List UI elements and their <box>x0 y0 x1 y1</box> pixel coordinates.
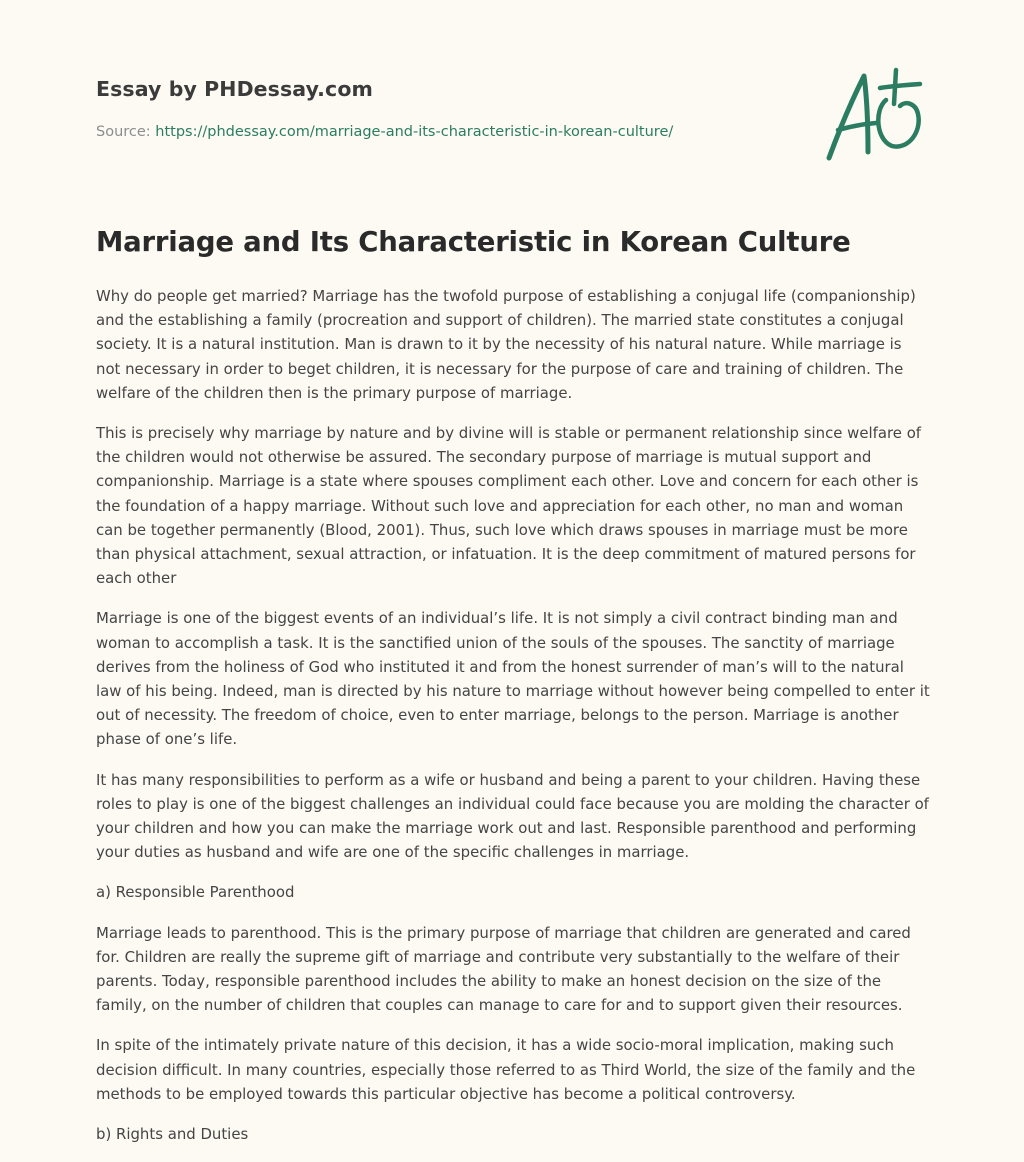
source-label: Source: <box>96 124 156 140</box>
paragraph: Marriage is one of the biggest events of an individual’s life. It is not simply a civil contract binding man and woman to accomplish a task. It is the sanctified union of the souls of the spouses. The sanctity of marriage derives from the holiness of God who instituted it and from the honest surrender of man’s will to the natural law of his being. Indeed, man is directed by his nature to marriage without however being compelled to enter it out of necessity. The freedom of choice, even to enter marriage, belongs to the person. Marriage is another phase of one’s life. <box>96 609 930 749</box>
source-link[interactable]: https://phdessay.com/marriage-and-its-characteristic-in-korean-culture/ <box>155 124 674 140</box>
paragraph: It has many responsibilities to perform as a wife or husband and being a parent to your children. Having these roles to play is one of the biggest challenges an individual could face because you are molding the character of your children and how you can make the marriage work out and last. Responsible parenthood and performing your duties as husband and wife are one of the specific challenges in marriage. <box>96 770 929 862</box>
a-plus-logo-icon <box>820 66 932 166</box>
essay-body <box>96 284 930 1162</box>
paragraph: Marriage leads to parenthood. This is the primary purpose of marriage that children are generated and cared for. Children are really the supreme gift of marriage and contribute very substantially to the welfare of their parents. Today, responsible parenthood includes the ability to make an honest decision on the size of the family, on the number of children that couples can manage to care for and to support given their resources. <box>96 923 911 1015</box>
site-brand: Essay by PHDessay.com <box>96 77 373 101</box>
paragraph: Why do people get married? Marriage has the twofold purpose of establishing a conjugal life (companionship) and the establishing a family (procreation and support of children). The married state constitutes a conjugal society. It is a natural institution. Man is drawn to it by the necessity of his natural nature. While marriage is not necessary in order to beget children, it is necessary for the purpose of care and training of children. The welfare of the children then is the primary purpose of marriage. <box>96 287 916 402</box>
paragraph: In spite of the intimately private nature of this decision, it has a wide socio-moral implication, making such decision difficult. In many countries, especially those referred to as Third World, the size of the family and the methods to be employed towards this particular objective has become a political controversy. <box>96 1036 916 1103</box>
source-line <box>96 124 673 140</box>
section-heading: a) Responsible Parenthood <box>96 883 295 902</box>
section-heading: b) Rights and Duties <box>96 1125 249 1144</box>
paragraph: This is precisely why marriage by nature and by divine will is stable or permanent relationship since welfare of the children would not otherwise be assured. The secondary purpose of marriage is mutual support and companionship. Marriage is a state where spouses compliment each other. Love and concern for each other is the foundation of a happy marriage. Without such love and appreciation for each other, no man and woman can be together permanently (Blood, 2001). Thus, such love which draws spouses in marriage must be more than physical attachment, sexual attraction, or infatuation. It is the deep commitment of matured persons for each other <box>96 424 922 588</box>
essay-title: Marriage and Its Characteristic in Korean Culture <box>96 226 851 258</box>
